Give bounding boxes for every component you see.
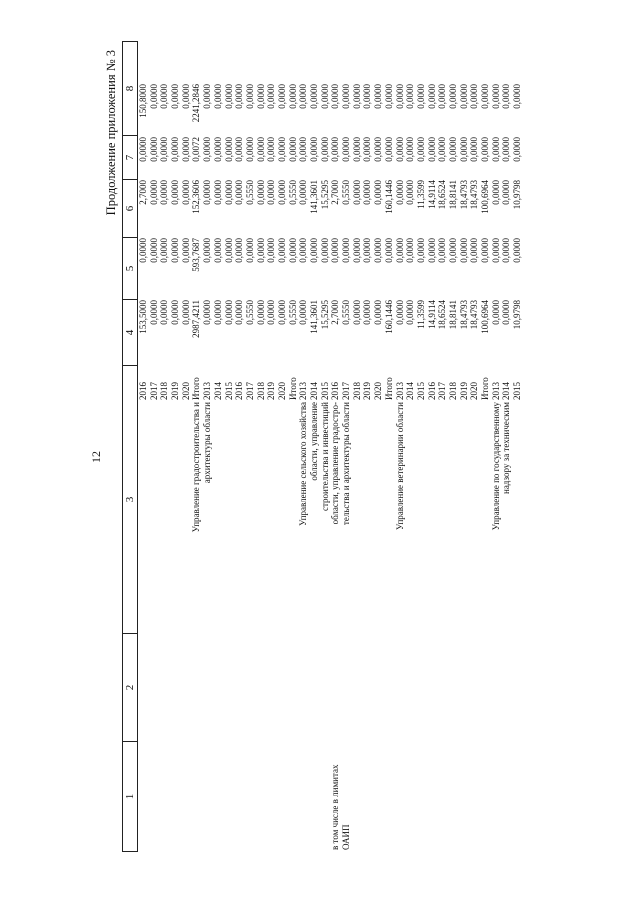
year-cell: 2020: [373, 382, 384, 400]
year-cell: 2014: [501, 382, 512, 400]
table-row: [288, 42, 299, 852]
total-cell: 18,4793: [458, 300, 469, 330]
table-row: [416, 42, 427, 852]
year-cell: 2017: [437, 382, 448, 400]
col7-value-cell: 0,0000: [362, 137, 373, 162]
col6-value-cell: 0,0000: [212, 180, 223, 205]
col7-value-cell: 0,0000: [501, 137, 512, 162]
col5-value-cell: 0,0000: [319, 238, 330, 263]
executor-cell: архитектуры области: [202, 402, 213, 484]
total-cell: 0,0000: [490, 300, 501, 325]
executor-cell: надзору за техническим: [501, 402, 512, 494]
year-cell: 2017: [244, 382, 255, 400]
table-row: [320, 42, 331, 852]
col7-value-cell: 0,0000: [298, 137, 309, 162]
col6-value-cell: 0,0000: [405, 180, 416, 205]
year-cell: 2018: [159, 382, 170, 400]
year-cell: 2014: [212, 382, 223, 400]
col5-value-cell: 0,0000: [202, 238, 213, 263]
total-cell: 0,5550: [244, 300, 255, 325]
total-cell: 0,0000: [266, 300, 277, 325]
col7-value-cell: 0,0000: [341, 137, 352, 162]
col7-value-cell: 0,0000: [223, 137, 234, 162]
table-row: [362, 42, 373, 852]
column-header-5: 5: [123, 238, 138, 300]
executor-cell: Управление сельского хозяйства: [298, 402, 309, 526]
total-cell: 0,0000: [223, 300, 234, 325]
col6-value-cell: 0,0000: [148, 180, 159, 205]
col7-value-cell: 0,0000: [447, 137, 458, 162]
col5-value-cell: 0,0000: [298, 238, 309, 263]
col6-value-cell: 10,9798: [512, 180, 523, 210]
col8-value-cell: 0,0000: [202, 84, 213, 109]
total-cell: 10,9798: [512, 300, 523, 330]
col5-value-cell: 0,0000: [234, 238, 245, 263]
year-cell: 2016: [330, 382, 341, 400]
col5-value-cell: 0,0000: [170, 238, 181, 263]
col8-value-cell: 0,0000: [373, 84, 384, 109]
col6-value-cell: 0,0000: [276, 180, 287, 205]
col5-value-cell: 0,0000: [426, 238, 437, 263]
total-cell: 0,5550: [287, 300, 298, 325]
col6-value-cell: 160,1446: [383, 180, 394, 214]
year-cell: 2015: [512, 382, 523, 400]
col8-value-cell: 0,0000: [480, 84, 490, 109]
table-row: [405, 42, 416, 852]
table-row: [352, 42, 363, 852]
executor-cell: Управление градостроительства и: [191, 402, 202, 533]
col8-value-cell: 0,0000: [458, 84, 469, 109]
year-cell: 2013: [490, 382, 501, 400]
col7-value-cell: 0,0000: [480, 137, 490, 162]
year-cell: 2014: [405, 382, 416, 400]
executor-cell: тельства и архитектуры области: [341, 402, 352, 526]
col5-value-cell: 0,0000: [138, 238, 148, 263]
col8-value-cell: 0,0000: [170, 84, 181, 109]
year-cell: 2019: [170, 382, 181, 400]
total-cell: 0,0000: [234, 300, 245, 325]
col7-value-cell: 0,0000: [202, 137, 213, 162]
col7-value-cell: 0,0000: [458, 137, 469, 162]
table-row: [245, 42, 256, 852]
col6-value-cell: 18,6524: [437, 180, 448, 210]
total-cell: 15,5295: [319, 300, 330, 330]
executor-cell: области, управление: [309, 402, 319, 481]
col6-value-cell: 11,3599: [415, 180, 426, 209]
table-row: [277, 42, 288, 852]
table-row: [480, 42, 491, 852]
col6-value-cell: 0,0000: [223, 180, 234, 205]
total-cell: 100,6964: [480, 300, 490, 334]
table-row: [266, 42, 277, 852]
column-header-3: 3: [123, 366, 138, 634]
rotated-sheet: [88, 42, 628, 852]
table-row: [149, 42, 160, 852]
col8-value-cell: 0,0000: [512, 84, 523, 109]
column-header-6: 6: [123, 180, 138, 238]
col5-value-cell: 0,0000: [212, 238, 223, 263]
col5-value-cell: 0,0000: [501, 238, 512, 263]
col7-value-cell: 0,0000: [405, 137, 416, 162]
year-cell: 2016: [426, 382, 437, 400]
total-cell: 0,0000: [501, 300, 512, 325]
col6-value-cell: 2,7000: [330, 180, 341, 205]
col5-value-cell: 0,0000: [276, 238, 287, 263]
table-row: [459, 42, 470, 852]
col7-value-cell: 0,0000: [244, 137, 255, 162]
col8-value-cell: 0,0000: [501, 84, 512, 109]
col8-value-cell: 0,0000: [319, 84, 330, 109]
col5-value-cell: 0,0000: [490, 238, 501, 263]
col7-value-cell: 0,0000: [159, 137, 170, 162]
col5-value-cell: 0,0000: [362, 238, 373, 263]
col7-value-cell: 0,0000: [255, 137, 266, 162]
table-row: [138, 42, 149, 852]
total-cell: 0,0000: [170, 300, 181, 325]
col6-value-cell: 0,0000: [255, 180, 266, 205]
col7-value-cell: 0,0000: [234, 137, 245, 162]
year-cell: 2013: [394, 382, 405, 400]
total-cell: 160,1446: [383, 300, 394, 334]
year-cell: 2015: [223, 382, 234, 400]
table-row: [330, 42, 341, 852]
col8-value-cell: 0,0000: [223, 84, 234, 109]
col6-value-cell: 100,6964: [480, 180, 490, 214]
col6-value-cell: 0,0000: [298, 180, 309, 205]
executor-cell: строительства и инвестиций: [319, 402, 330, 511]
col5-value-cell: 0,0000: [244, 238, 255, 263]
col6-value-cell: 0,0000: [159, 180, 170, 205]
col6-value-cell: 0,0000: [351, 180, 362, 205]
table-row: [341, 42, 352, 852]
col7-value-cell: 0,0000: [276, 137, 287, 162]
table-row: [170, 42, 181, 852]
table-row: [202, 42, 213, 852]
col8-value-cell: 0,0000: [287, 84, 298, 109]
col6-value-cell: 0,0000: [362, 180, 373, 205]
col6-value-cell: 0,0000: [234, 180, 245, 205]
total-cell: 0,0000: [351, 300, 362, 325]
table-row: [159, 42, 170, 852]
col8-value-cell: 0,0000: [351, 84, 362, 109]
table-row: [448, 42, 459, 852]
col7-value-cell: 0,0000: [287, 137, 298, 162]
col8-value-cell: 0,0000: [298, 84, 309, 109]
column-header-8: 8: [123, 42, 138, 136]
year-cell: 2018: [351, 382, 362, 400]
col8-value-cell: 0,0000: [469, 84, 480, 109]
year-cell: 2013: [298, 382, 309, 400]
year-cell: Итого: [383, 377, 394, 400]
col7-value-cell: 0,0000: [383, 137, 394, 162]
year-cell: 2017: [148, 382, 159, 400]
table-row: [213, 42, 224, 852]
col8-value-cell: 0,0000: [426, 84, 437, 109]
total-cell: 0,0000: [202, 300, 213, 325]
table-row: [501, 42, 512, 852]
col5-value-cell: 0,0000: [148, 238, 159, 263]
col8-value-cell: 0,0000: [148, 84, 159, 109]
col6-value-cell: 14,9114: [426, 180, 437, 209]
year-cell: Итого: [191, 377, 202, 400]
col5-value-cell: 0,0000: [255, 238, 266, 263]
total-cell: 11,3599: [415, 300, 426, 329]
col7-value-cell: 0,0000: [138, 137, 148, 162]
total-cell: 18,6524: [437, 300, 448, 330]
table-row: [427, 42, 438, 852]
total-cell: 0,0000: [405, 300, 416, 325]
col6-value-cell: 0,5550: [341, 180, 352, 205]
col8-value-cell: 0,0000: [415, 84, 426, 109]
col8-value-cell: 0,0000: [159, 84, 170, 109]
owner-note-cell: ОАИП: [341, 824, 352, 850]
col5-value-cell: 0,0000: [351, 238, 362, 263]
col7-value-cell: 0,0000: [319, 137, 330, 162]
table-row: [491, 42, 502, 852]
col7-value-cell: 0,0000: [426, 137, 437, 162]
year-cell: 2019: [362, 382, 373, 400]
col5-value-cell: 0,0000: [394, 238, 405, 263]
col6-value-cell: 0,0000: [490, 180, 501, 205]
year-cell: 2013: [202, 382, 213, 400]
col5-value-cell: 0,0000: [309, 238, 319, 263]
col6-value-cell: 18,4793: [458, 180, 469, 210]
col6-value-cell: 2,7000: [138, 180, 148, 205]
total-cell: 0,0000: [362, 300, 373, 325]
col7-value-cell: 0,0000: [373, 137, 384, 162]
col5-value-cell: 0,0000: [447, 238, 458, 263]
col5-value-cell: 0,0000: [480, 238, 490, 263]
col5-value-cell: 0,0000: [512, 238, 523, 263]
col6-value-cell: 0,0000: [373, 180, 384, 205]
table-row: [373, 42, 384, 852]
col5-value-cell: 0,0000: [223, 238, 234, 263]
col8-value-cell: 2241,2846: [191, 84, 202, 123]
col5-value-cell: 0,0000: [266, 238, 277, 263]
table-row: [309, 42, 320, 852]
col7-value-cell: 0,0000: [212, 137, 223, 162]
col6-value-cell: 15,5295: [319, 180, 330, 210]
page-number: 12: [89, 451, 103, 463]
col5-value-cell: 0,0000: [415, 238, 426, 263]
col8-value-cell: 0,0000: [309, 84, 319, 109]
total-cell: 0,5550: [341, 300, 352, 325]
col8-value-cell: 0,0000: [447, 84, 458, 109]
col6-value-cell: 141,3601: [309, 180, 319, 214]
year-cell: 2018: [255, 382, 266, 400]
col5-value-cell: 593,7687: [191, 238, 202, 272]
total-cell: 18,8141: [447, 300, 458, 330]
col5-value-cell: 0,0000: [159, 238, 170, 263]
col8-value-cell: 0,0000: [405, 84, 416, 109]
year-cell: 2020: [180, 382, 191, 400]
table-row: [469, 42, 480, 852]
col6-value-cell: 152,3606: [191, 180, 202, 214]
col5-value-cell: 0,0000: [287, 238, 298, 263]
total-cell: 0,0000: [212, 300, 223, 325]
col8-value-cell: 0,0000: [490, 84, 501, 109]
year-cell: Итого: [480, 377, 490, 400]
total-cell: 14,9114: [426, 300, 437, 329]
col8-value-cell: 0,0000: [255, 84, 266, 109]
year-cell: 2019: [458, 382, 469, 400]
total-cell: 0,0000: [276, 300, 287, 325]
year-cell: 2018: [447, 382, 458, 400]
table-row: [256, 42, 267, 852]
column-header-2: 2: [123, 634, 138, 742]
col5-value-cell: 0,0000: [383, 238, 394, 263]
executor-cell: области, управление градостро-: [330, 402, 341, 525]
col6-value-cell: 0,5550: [244, 180, 255, 205]
total-cell: 0,0000: [148, 300, 159, 325]
total-cell: 18,4793: [469, 300, 480, 330]
column-header-7: 7: [123, 136, 138, 180]
col8-value-cell: 0,0000: [330, 84, 341, 109]
col6-value-cell: 18,8141: [447, 180, 458, 210]
col7-value-cell: 0,0000: [330, 137, 341, 162]
col6-value-cell: 18,4793: [469, 180, 480, 210]
table-row: [224, 42, 235, 852]
col5-value-cell: 0,0000: [405, 238, 416, 263]
table-row: [234, 42, 245, 852]
table-row: [437, 42, 448, 852]
appendix-caption: Продолжение приложения № 3: [104, 50, 118, 216]
col8-value-cell: 0,0000: [244, 84, 255, 109]
col6-value-cell: 0,0000: [180, 180, 191, 205]
executor-cell: Управление по государственному: [490, 402, 501, 531]
year-cell: 2016: [138, 382, 148, 400]
table-body: [138, 42, 523, 852]
col8-value-cell: 0,0000: [266, 84, 277, 109]
total-cell: 0,0000: [373, 300, 384, 325]
total-cell: 0,0000: [298, 300, 309, 325]
col7-value-cell: 0,0000: [469, 137, 480, 162]
col7-value-cell: 0,0000: [437, 137, 448, 162]
table-row: [298, 42, 309, 852]
column-header-4: 4: [123, 300, 138, 366]
col5-value-cell: 0,0000: [341, 238, 352, 263]
col7-value-cell: 0,0000: [148, 137, 159, 162]
col7-value-cell: 0,0000: [170, 137, 181, 162]
total-cell: 0,0000: [394, 300, 405, 325]
col8-value-cell: 0,0000: [276, 84, 287, 109]
col6-value-cell: 0,0000: [394, 180, 405, 205]
col5-value-cell: 0,0000: [373, 238, 384, 263]
col5-value-cell: 0,0000: [180, 238, 191, 263]
col6-value-cell: 0,0000: [501, 180, 512, 205]
col5-value-cell: 0,0000: [469, 238, 480, 263]
col6-value-cell: 0,0000: [202, 180, 213, 205]
year-cell: 2015: [319, 382, 330, 400]
col5-value-cell: 0,0000: [330, 238, 341, 263]
year-cell: 2015: [415, 382, 426, 400]
col8-value-cell: 150,8000: [138, 84, 148, 118]
col8-value-cell: 0,0000: [383, 84, 394, 109]
total-cell: 2,7000: [330, 300, 341, 325]
col8-value-cell: 0,0000: [234, 84, 245, 109]
col8-value-cell: 0,0000: [394, 84, 405, 109]
total-cell: 153,5000: [138, 300, 148, 334]
column-header-1: 1: [123, 742, 138, 852]
col7-value-cell: 0,0000: [490, 137, 501, 162]
col7-value-cell: 0,0000: [394, 137, 405, 162]
total-cell: 0,0000: [255, 300, 266, 325]
owner-note-cell: в том числе в лимитах: [330, 764, 341, 850]
year-cell: 2020: [469, 382, 480, 400]
table-row: [191, 42, 202, 852]
total-cell: 0,0000: [159, 300, 170, 325]
table-row: [384, 42, 395, 852]
year-cell: Итого: [287, 377, 298, 400]
year-cell: 2014: [309, 382, 319, 400]
col8-value-cell: 0,0000: [362, 84, 373, 109]
year-cell: 2017: [341, 382, 352, 400]
col6-value-cell: 0,5550: [287, 180, 298, 205]
col7-value-cell: 0,0000: [415, 137, 426, 162]
year-cell: 2019: [266, 382, 277, 400]
column-header-row: [122, 41, 138, 852]
col7-value-cell: 0,0000: [351, 137, 362, 162]
col6-value-cell: 0,0000: [266, 180, 277, 205]
col7-value-cell: 0,0072: [191, 137, 202, 162]
col8-value-cell: 0,0000: [341, 84, 352, 109]
year-cell: 2020: [276, 382, 287, 400]
total-cell: 141,3601: [309, 300, 319, 334]
col8-value-cell: 0,0000: [437, 84, 448, 109]
col7-value-cell: 0,0000: [180, 137, 191, 162]
col7-value-cell: 0,0000: [512, 137, 523, 162]
table-row: [181, 42, 192, 852]
total-cell: 0,0000: [180, 300, 191, 325]
col8-value-cell: 0,0000: [180, 84, 191, 109]
total-cell: 2987,4211: [191, 300, 202, 338]
col7-value-cell: 0,0000: [309, 137, 319, 162]
table-row: [512, 42, 523, 852]
table-row: [395, 42, 406, 852]
col5-value-cell: 0,0000: [458, 238, 469, 263]
col6-value-cell: 0,0000: [170, 180, 181, 205]
executor-cell: Управление ветеринарии области: [394, 402, 405, 531]
col7-value-cell: 0,0000: [266, 137, 277, 162]
col5-value-cell: 0,0000: [437, 238, 448, 263]
col8-value-cell: 0,0000: [212, 84, 223, 109]
year-cell: 2016: [234, 382, 245, 400]
